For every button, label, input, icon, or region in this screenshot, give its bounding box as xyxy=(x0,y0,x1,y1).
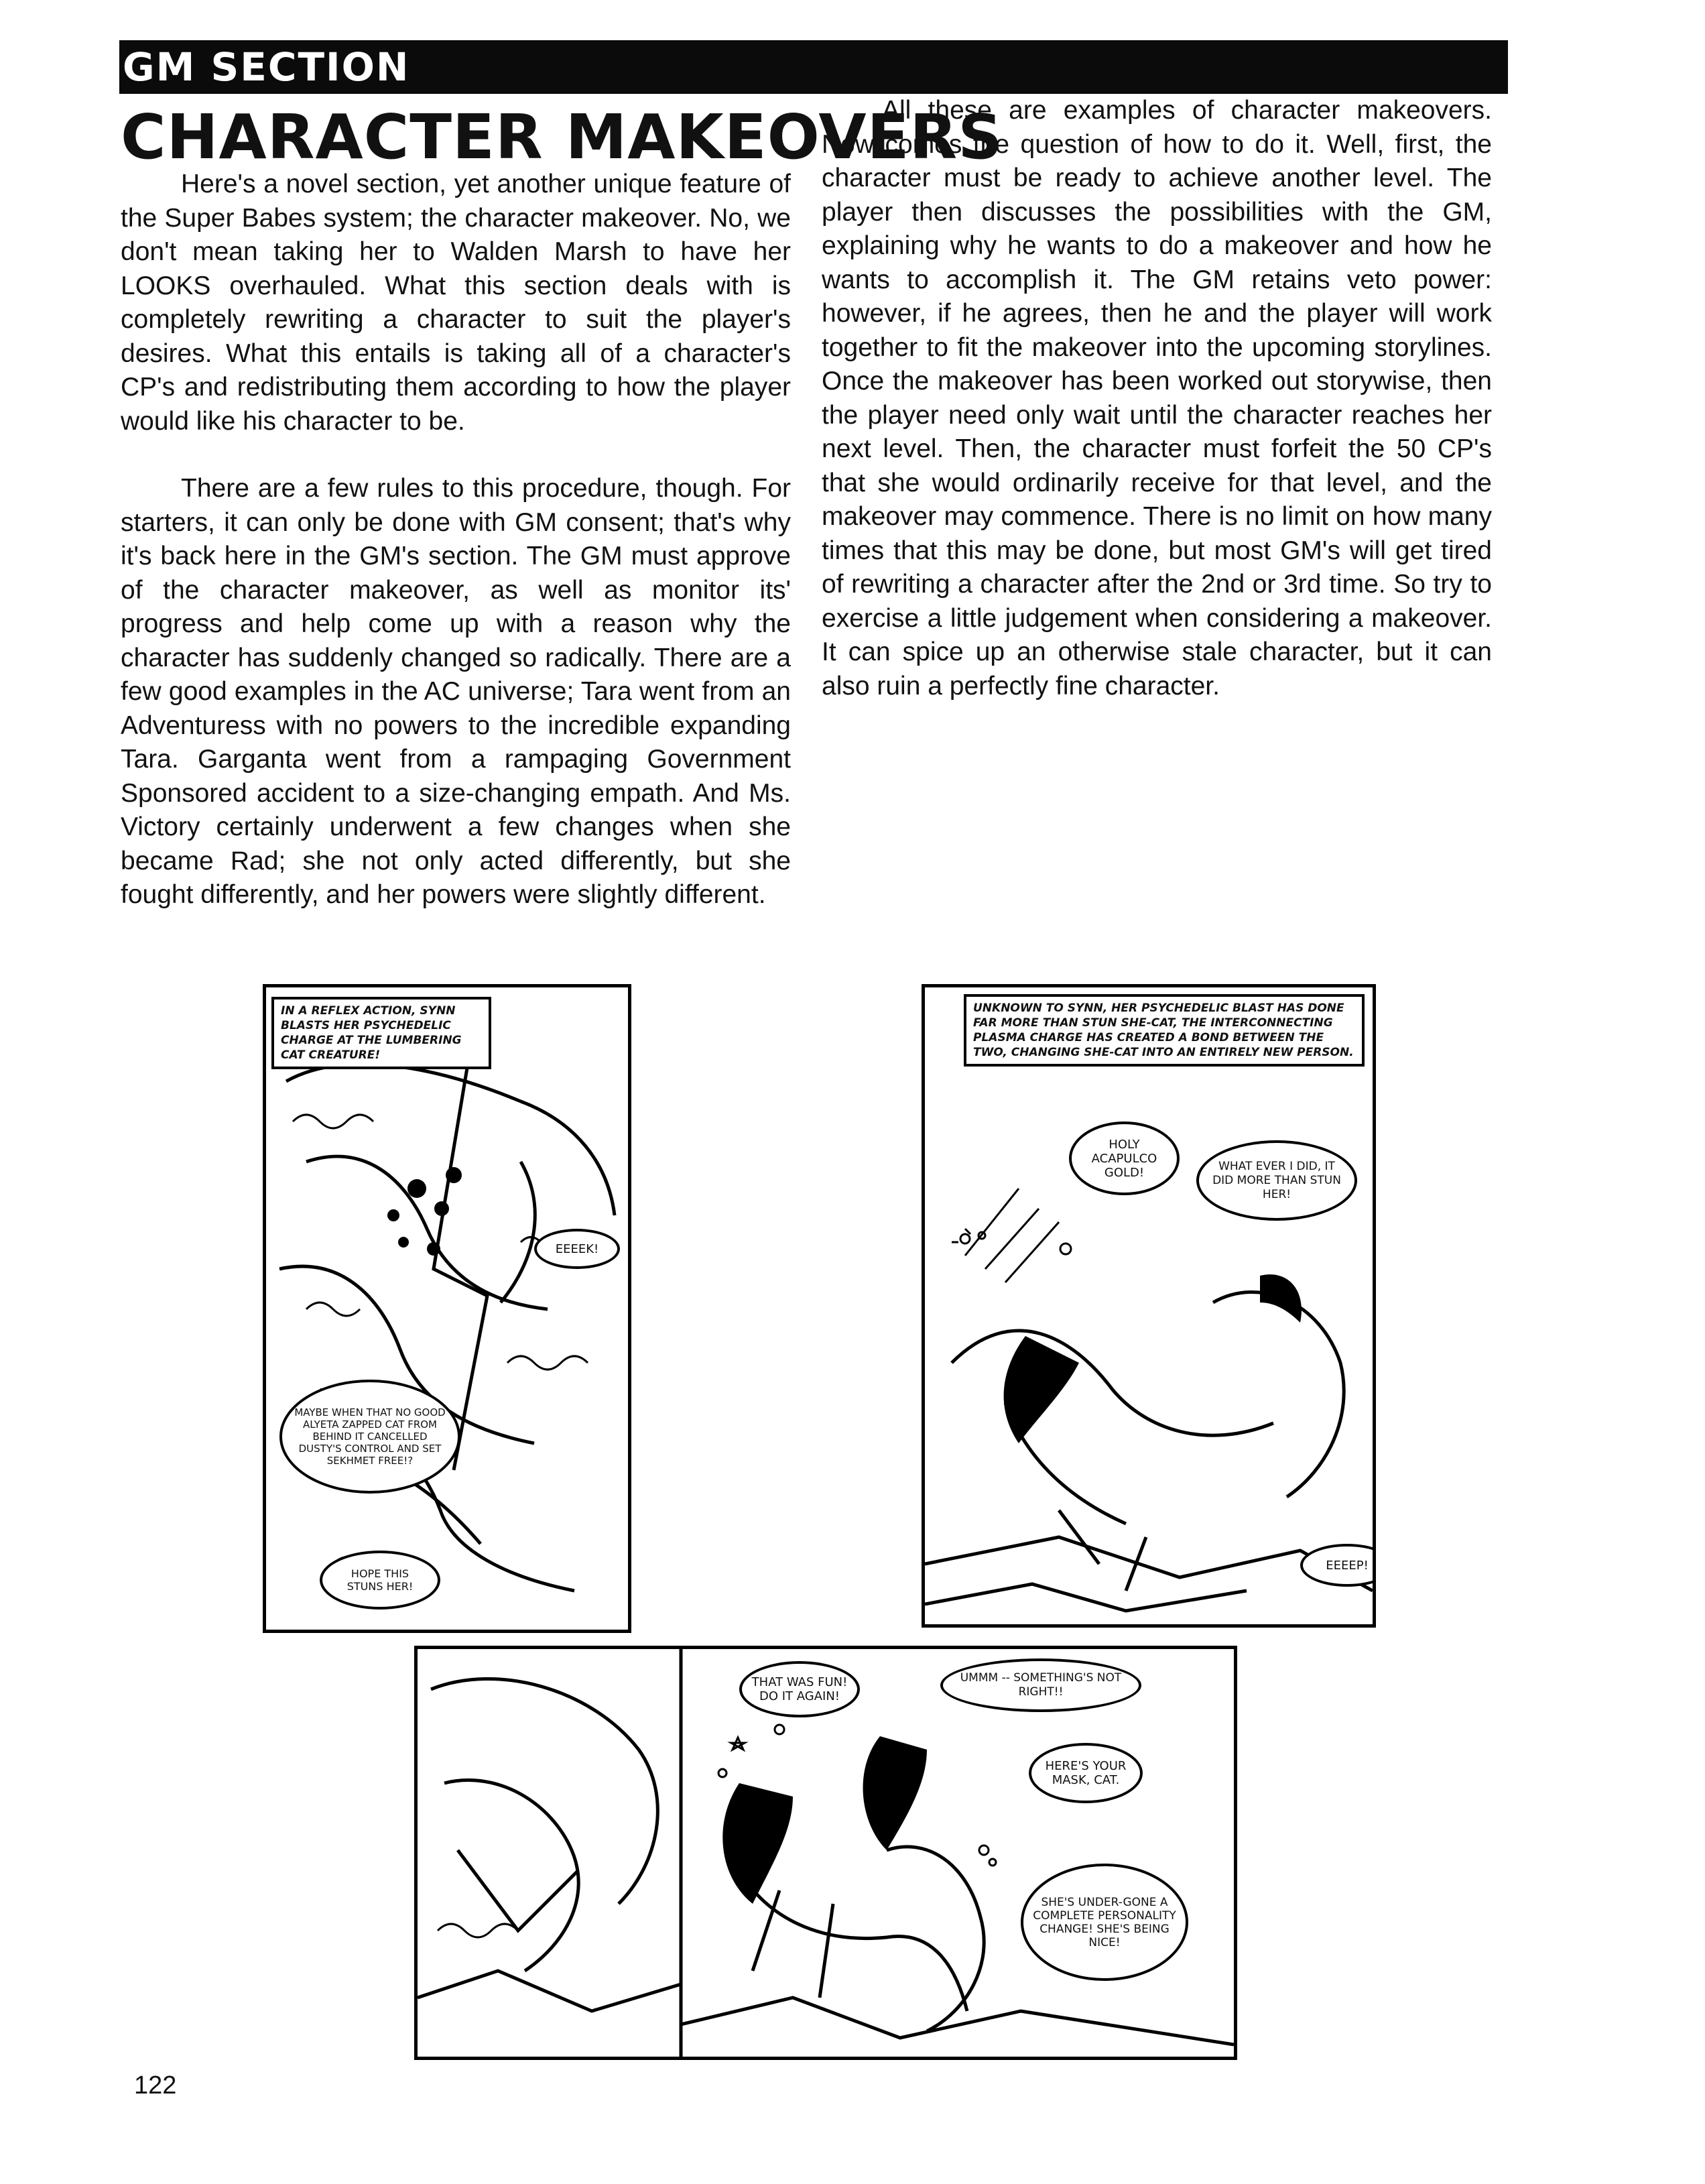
section-label: GM SECTION xyxy=(123,44,410,90)
body-left-column xyxy=(121,168,791,912)
panel-1-illustration xyxy=(266,987,628,1630)
comic-panel-2 xyxy=(922,984,1376,1628)
speech-balloon: EEEEK! xyxy=(534,1229,620,1269)
comic-panel-3 xyxy=(414,1646,1237,2060)
body-paragraph: There are a few rules to this procedure, though. For starters, it can only be done with GM consent; that's why it's back here in the GM's section. The GM must approve of the character makeover, as well as monitor its' progress and help come up with a reason why the character has suddenly changed so radically. There are a few good examples in the AC universe; Tara went from an Adventuress with no powers to the incredible expanding Tara. Garganta went from a rampaging Government Sponsored accident to a size-changing empath. And Ms. Victory certainly underwent a few changes when she became Rad; she not only acted differently, but she fought differently, and her powers were slightly different. xyxy=(121,474,791,909)
speech-balloon: THAT WAS FUN! DO IT AGAIN! xyxy=(739,1661,860,1717)
panel-1-caption: IN A REFLEX ACTION, SYNN BLASTS HER PSYCHEDELIC CHARGE AT THE LUMBERING CAT CREATURE! xyxy=(271,997,491,1069)
body-right-column xyxy=(822,94,1492,703)
comic-panel-1 xyxy=(263,984,631,1633)
speech-balloon: SHE'S UNDER-GONE A COMPLETE PERSONALITY CHANGE! SHE'S BEING NICE! xyxy=(1021,1864,1188,1981)
speech-balloon: HOLY ACAPULCO GOLD! xyxy=(1069,1121,1180,1195)
speech-balloon: UMMM -- SOMETHING'S NOT RIGHT!! xyxy=(940,1658,1141,1712)
body-paragraph: All these are examples of character makeovers. Now comes the question of how to do it. Well, first, the character must be ready to achieve another level. The player then discusses the possibilities with the GM, explaining why he wants to do a makeover and how he wants to accomplish it. The GM retains veto power: however, if he agrees, then he and the player will work together to fit the makeover into the upcoming storylines. Once the makeover has been worked out storywise, then the player need only wait until the character reaches her next level. Then, the character must forfeit the 50 CP's that she would ordinarily receive for that level, and the makeover may commence. There is no limit on how many times that this may be done, but most GM's will get tired of rewriting a character after the 2nd or 3rd time. So try to exercise a little judgement when considering a makeover. It can spice up an otherwise stale character, but it can also ruin a perfectly fine character. xyxy=(822,96,1492,701)
body-paragraph: Here's a novel section, yet another unique feature of the Super Babes system; the character makeover. No, we don't mean taking her to Walden Marsh to have her LOOKS overhauled. What this section deals with is completely rewriting a character to suit the player's desires. What this entails is taking all of a character's CP's and redistributing them according to how the player would like his character to be. xyxy=(121,170,791,436)
speech-balloon: MAYBE WHEN THAT NO GOOD ALYETA ZAPPED CAT FROM BEHIND IT CANCELLED DUSTY'S CONTROL AND SET SEKHMET FREE!? xyxy=(279,1380,460,1494)
speech-balloon: WHAT EVER I DID, IT DID MORE THAN STUN HER! xyxy=(1196,1140,1357,1221)
panel-2-illustration xyxy=(925,987,1373,1624)
speech-balloon: EEEEP! xyxy=(1300,1544,1376,1587)
panel-2-caption: UNKNOWN TO SYNN, HER PSYCHEDELIC BLAST HAS DONE FAR MORE THAN STUN SHE-CAT, THE INTERCONNECTING PLASMA CHARGE HAS CREATED A BOND BETWEEN THE TWO, CHANGING SHE-CAT INTO AN ENTIRELY NEW PERSON. xyxy=(964,994,1365,1067)
page-number: 122 xyxy=(134,2071,177,2100)
speech-balloon: HOPE THIS STUNS HER! xyxy=(320,1551,440,1610)
page-title: CHARACTER MAKEOVERS xyxy=(121,101,1003,173)
speech-balloon: HERE'S YOUR MASK, CAT. xyxy=(1029,1743,1143,1803)
